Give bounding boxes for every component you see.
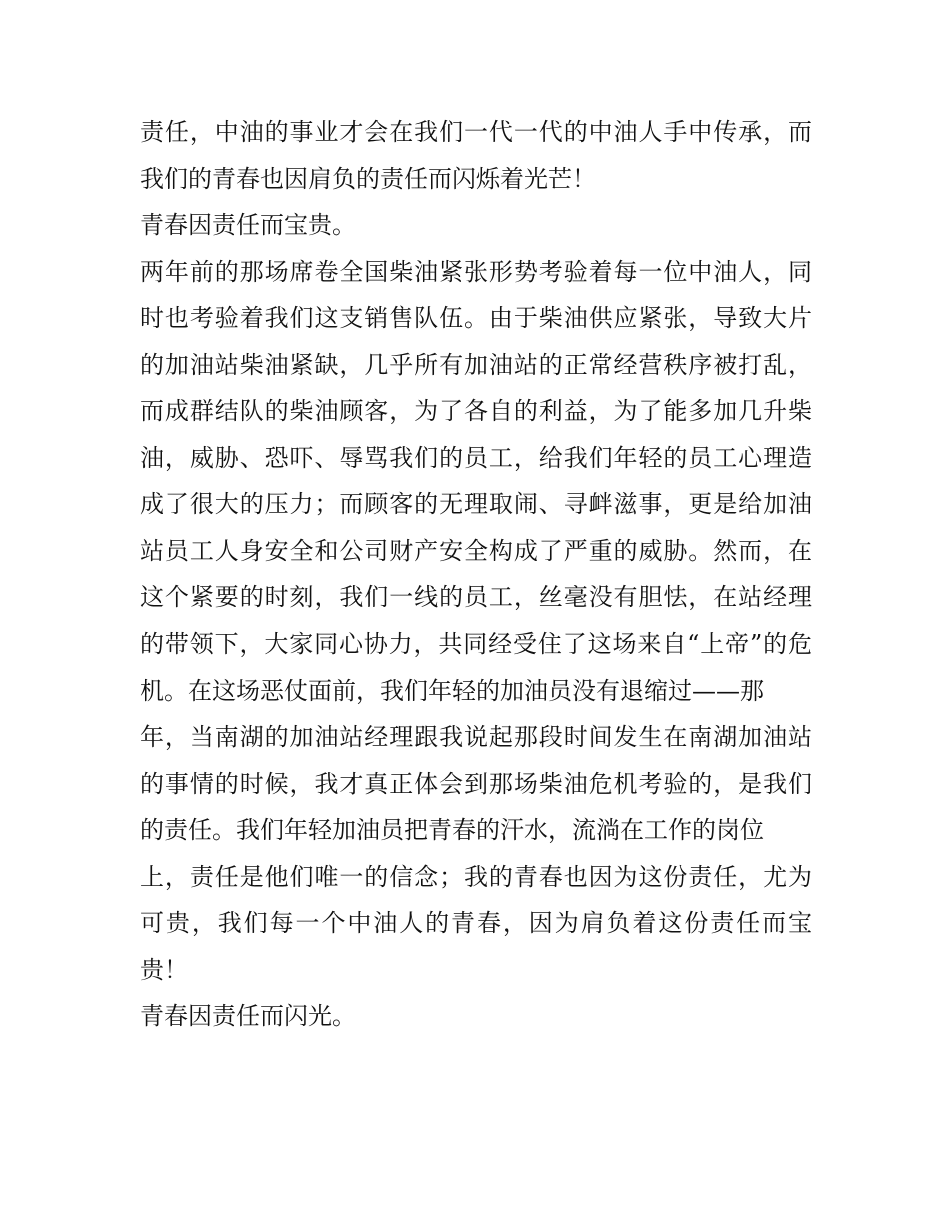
text-line: 站员工人身安全和公司财产安全构成了严重的威胁。然而，在 [140, 536, 812, 565]
text-line: 的责任。我们年轻加油员把青春的汗水，流淌在工作的岗位 [140, 816, 764, 845]
paragraph-heading: 青春因责任而宝贵。 [140, 211, 356, 240]
text-line: 机。在这场恶仗面前，我们年轻的加油员没有退缩过——那 [140, 676, 764, 705]
text-line: 年，当南湖的加油站经理跟我说起那段时间发生在南湖加油站 [140, 723, 812, 752]
text-line: 油，威胁、恐吓、辱骂我们的员工，给我们年轻的员工心理造 [140, 443, 812, 472]
text-line: 两年前的那场席卷全国柴油紧张形势考验着每一位中油人，同 [140, 257, 812, 286]
text-line: 上，责任是他们唯一的信念；我的青春也因为这份责任，尤为 [140, 862, 812, 891]
text-line: 这个紧要的时刻，我们一线的员工，丝毫没有胆怯，在站经理 [140, 583, 812, 612]
text-line: 的事情的时候，我才真正体会到那场柴油危机考验的，是我们 [140, 769, 812, 798]
paragraph-heading: 青春因责任而闪光。 [140, 1002, 356, 1031]
document-body [140, 109, 812, 1040]
text-line: 责任，中油的事业才会在我们一代一代的中油人手中传承，而 [140, 118, 812, 146]
text-line: 我们的青春也因肩负的责任而闪烁着光芒！ [140, 164, 596, 193]
text-line: 的带领下，大家同心协力，共同经受住了这场来自“上帝”的危 [140, 630, 812, 659]
text-line: 贵！ [140, 955, 188, 984]
text-line: 可贵，我们每一个中油人的青春，因为肩负着这份责任而宝 [140, 909, 812, 938]
text-line: 时也考验着我们这支销售队伍。由于柴油供应紧张，导致大片 [140, 304, 812, 333]
text-line: 成了很大的压力；而顾客的无理取闹、寻衅滋事，更是给加油 [140, 490, 812, 519]
text-line: 的加油站柴油紧缺，几乎所有加油站的正常经营秩序被打乱， [140, 350, 812, 379]
text-line: 而成群结队的柴油顾客，为了各自的利益，为了能多加几升柴 [140, 397, 812, 426]
